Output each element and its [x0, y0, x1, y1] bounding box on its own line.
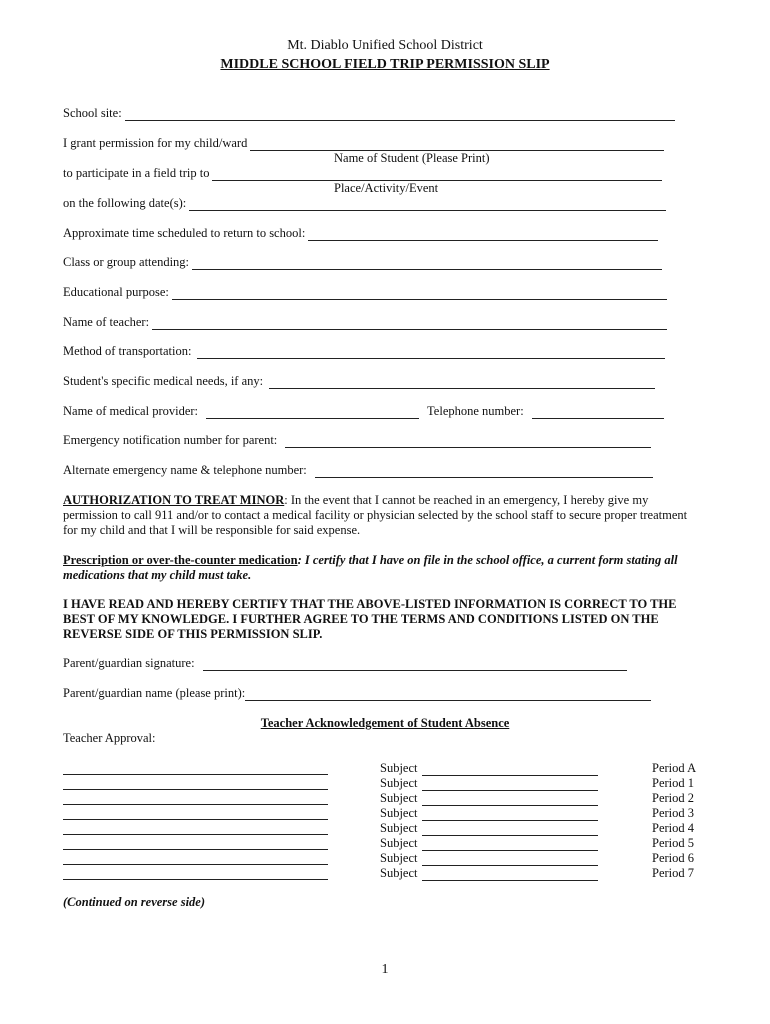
alternate-emergency-field [63, 463, 653, 478]
place-caption: Place/Activity/Event [334, 181, 439, 195]
school-site-input-line[interactable] [125, 108, 675, 121]
subject-row [380, 851, 598, 866]
approval-signature-line[interactable] [63, 864, 328, 865]
subject-label: Subject [380, 836, 418, 850]
certification-statement: I HAVE READ AND HEREBY CERTIFY THAT THE ABOVE-LISTED INFORMATION IS CORRECT TO THE BEST OF MY KNOWLEDGE. I FURTHER AGREE TO THE TERMS AND CONDITIONS LISTED ON THE REVERSE SIDE OF THIS PERMISSION SLIP. [63, 597, 677, 641]
parent-name-field [63, 686, 651, 701]
approval-signature-line[interactable] [63, 789, 328, 790]
subject-row [380, 821, 598, 836]
subject-row [380, 806, 598, 821]
teacher-name-input-line[interactable] [152, 317, 667, 330]
period-label: Period 3 [652, 806, 695, 820]
field-trip-place-field [63, 166, 662, 181]
authorization-heading: AUTHORIZATION TO TREAT MINOR [63, 493, 285, 507]
period-label: Period A [652, 761, 697, 775]
student-name-caption: Name of Student (Please Print) [334, 151, 490, 165]
emergency-number-input-line[interactable] [285, 435, 651, 448]
grant-permission-label: I grant permission for my child/ward [63, 136, 248, 150]
subject-row [380, 866, 598, 881]
subject-label: Subject [380, 791, 418, 805]
prescription-heading: Prescription or over-the-counter medication [63, 553, 298, 567]
class-group-field [63, 255, 662, 270]
signature-field [63, 656, 627, 671]
transport-field [63, 344, 665, 359]
medical-provider-label: Name of medical provider: [63, 404, 199, 418]
authorization-text: : In the event that I cannot be reached in an emergency, I hereby give my permission to call 911 and/or to contact a medical facility or physician selected by the school staff to secure proper treatment for my child and that I will be responsible for said expense. [63, 493, 688, 537]
subject-label: Subject [380, 806, 418, 820]
medical-needs-field [63, 374, 655, 389]
signature-input-line[interactable] [203, 658, 627, 671]
subject-row [380, 836, 598, 851]
parent-name-label: Parent/guardian name (please print): [63, 686, 246, 700]
emergency-number-field [63, 433, 651, 448]
student-name-field [63, 136, 664, 151]
place-input-line[interactable] [212, 168, 662, 181]
approval-signature-line[interactable] [63, 804, 328, 805]
approval-signature-line[interactable] [63, 774, 328, 775]
return-time-label: Approximate time scheduled to return to school: [63, 226, 306, 240]
period-label: Period 6 [652, 851, 695, 865]
approval-signature-line[interactable] [63, 879, 328, 880]
school-site-label: School site: [63, 106, 122, 120]
teacher-approval-label: Teacher Approval: [63, 731, 156, 745]
transport-input-line[interactable] [197, 346, 665, 359]
telephone-input-line[interactable] [532, 406, 664, 419]
medical-needs-label: Student's specific medical needs, if any: [63, 374, 264, 388]
teacher-name-field [63, 315, 667, 330]
purpose-label: Educational purpose: [63, 285, 169, 299]
subject-row [380, 791, 598, 806]
dates-field [63, 196, 666, 211]
subject-label: Subject [380, 851, 418, 865]
authorization-paragraph [63, 493, 703, 538]
signature-label: Parent/guardian signature: [63, 656, 195, 670]
form-title: MIDDLE SCHOOL FIELD TRIP PERMISSION SLIP [220, 57, 550, 72]
emergency-number-label: Emergency notification number for parent: [63, 433, 278, 447]
period-label: Period 2 [652, 791, 695, 805]
prescription-paragraph [63, 553, 703, 583]
subject-input-line[interactable] [422, 838, 598, 851]
subject-row [380, 776, 598, 791]
purpose-field [63, 285, 667, 300]
class-group-input-line[interactable] [192, 257, 662, 270]
purpose-input-line[interactable] [172, 287, 667, 300]
subject-row [380, 761, 598, 776]
return-time-input-line[interactable] [308, 228, 658, 241]
alternate-emergency-input-line[interactable] [315, 465, 653, 478]
subject-input-line[interactable] [422, 808, 598, 821]
period-label: Period 1 [652, 776, 695, 790]
dates-label: on the following date(s): [63, 196, 187, 210]
period-label: Period 7 [652, 866, 695, 880]
prescription-text: : I certify that I have on file in the school office, a current form stating all medications that my child must take. [63, 553, 678, 582]
dates-input-line[interactable] [189, 198, 666, 211]
teacher-name-label: Name of teacher: [63, 315, 150, 329]
subject-label: Subject [380, 761, 418, 775]
medical-needs-input-line[interactable] [269, 376, 655, 389]
subject-input-line[interactable] [422, 793, 598, 806]
transport-label: Method of transportation: [63, 344, 192, 358]
period-label: Period 4 [652, 821, 695, 835]
subject-label: Subject [380, 776, 418, 790]
subject-input-line[interactable] [422, 763, 598, 776]
parent-name-input-line[interactable] [245, 688, 651, 701]
approval-signature-line[interactable] [63, 819, 328, 820]
medical-provider-field [63, 404, 664, 419]
participate-label: to participate in a field trip to [63, 166, 210, 180]
subject-input-line[interactable] [422, 868, 598, 881]
subject-label: Subject [380, 866, 418, 880]
teacher-section-heading: Teacher Acknowledgement of Student Absence [260, 716, 510, 730]
subject-input-line[interactable] [422, 853, 598, 866]
medical-provider-input-line[interactable] [206, 406, 419, 419]
district-name: Mt. Diablo Unified School District [287, 38, 483, 53]
period-label: Period 5 [652, 836, 695, 850]
approval-signature-line[interactable] [63, 834, 328, 835]
subject-input-line[interactable] [422, 823, 598, 836]
alternate-emergency-label: Alternate emergency name & telephone number: [63, 463, 307, 477]
continued-note: (Continued on reverse side) [63, 895, 206, 909]
page-number: 1 [381, 962, 389, 977]
subject-label: Subject [380, 821, 418, 835]
return-time-field [63, 226, 658, 241]
telephone-label: Telephone number: [427, 404, 524, 418]
student-name-input-line[interactable] [250, 138, 664, 151]
approval-signature-line[interactable] [63, 849, 328, 850]
class-group-label: Class or group attending: [63, 255, 190, 269]
school-site-field [63, 106, 675, 121]
subject-input-line[interactable] [422, 778, 598, 791]
